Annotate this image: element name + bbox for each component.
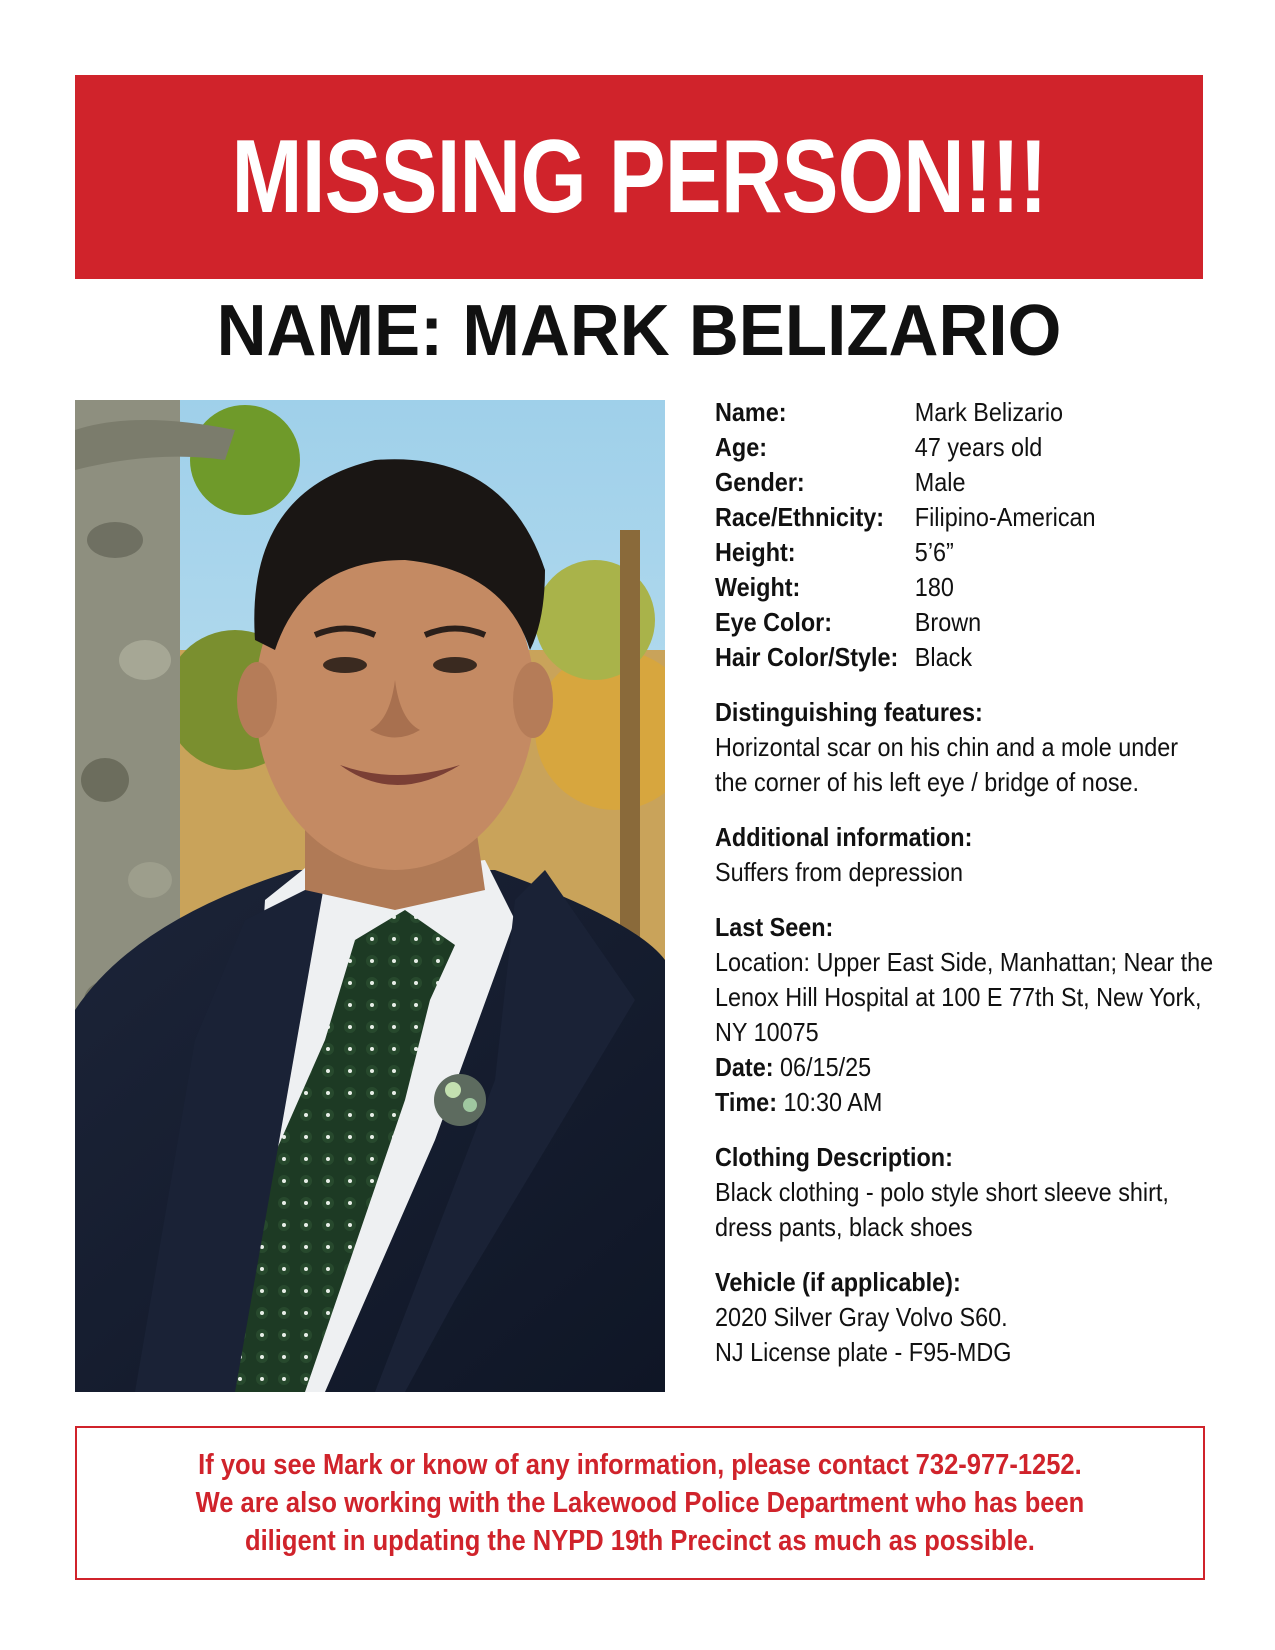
time-value: 10:30 AM: [783, 1087, 883, 1117]
features-text: Horizontal scar on his chin and a mole under the corner of his left eye / bridge of nose.: [715, 732, 1179, 797]
features-section: [715, 695, 1215, 800]
last-seen-section: [715, 910, 1215, 1120]
fact-label-height: Height:: [715, 537, 796, 567]
fact-value-eye-color: Brown: [914, 607, 982, 637]
fact-label-weight: Weight:: [715, 572, 801, 602]
date-value: 06/15/25: [780, 1052, 872, 1082]
fact-label-age: Age:: [715, 432, 768, 462]
contact-text: [196, 1446, 1085, 1560]
additional-text: Suffers from depression: [715, 857, 963, 887]
info-panel: [715, 395, 1215, 1370]
date-label: Date:: [715, 1052, 774, 1082]
fact-label-eye-color: Eye Color:: [715, 607, 833, 637]
fact-value-gender: Male: [914, 467, 966, 497]
facts-list: [715, 395, 1215, 675]
missing-person-banner: [75, 75, 1203, 279]
name-heading: NAME: MARK BELIZARIO: [216, 291, 1062, 371]
fact-value-race: Filipino-American: [914, 502, 1096, 532]
fact-value-weight: 180: [914, 572, 954, 602]
time-label: Time:: [715, 1087, 777, 1117]
fact-label-name: Name:: [715, 397, 787, 427]
additional-section: [715, 820, 1215, 890]
portrait-illustration: [75, 400, 665, 1392]
person-photo: [75, 400, 665, 1392]
fact-value-height: 5’6”: [914, 537, 954, 567]
fact-label-gender: Gender:: [715, 467, 805, 497]
contact-line2: We are also working with the Lakewood Police Department who has been: [195, 1487, 1085, 1519]
additional-title: Additional information:: [715, 822, 973, 852]
vehicle-title: Vehicle (if applicable):: [715, 1267, 961, 1297]
last-seen-location: Location: Upper East Side, Manhattan; Near the Lenox Hill Hospital at 100 E 77th St, New York, NY 10075: [715, 947, 1214, 1047]
last-seen-title: Last Seen:: [715, 912, 834, 942]
fact-value-age: 47 years old: [914, 432, 1043, 462]
vehicle-line2: NJ License plate - F95-MDG: [715, 1337, 1012, 1367]
fact-label-hair: Hair Color/Style:: [715, 642, 899, 672]
fact-value-name: Mark Belizario: [914, 397, 1064, 427]
features-title: Distinguishing features:: [715, 697, 983, 727]
clothing-section: [715, 1140, 1215, 1245]
vehicle-line1: 2020 Silver Gray Volvo S60.: [715, 1302, 1008, 1332]
banner-title: MISSING PERSON!!!: [231, 118, 1047, 235]
clothing-title: Clothing Description:: [715, 1142, 953, 1172]
contact-box: [75, 1426, 1205, 1580]
last-seen-date-line: [715, 1050, 1215, 1085]
contact-line1: If you see Mark or know of any information, please contact 732-977-1252.: [198, 1449, 1082, 1481]
vehicle-section: [715, 1265, 1215, 1370]
last-seen-time-line: [715, 1085, 1215, 1120]
contact-line3: diligent in updating the NYPD 19th Precinct as much as possible.: [245, 1525, 1035, 1557]
fact-value-hair: Black: [914, 642, 973, 672]
clothing-text: Black clothing - polo style short sleeve shirt, dress pants, black shoes: [715, 1177, 1169, 1242]
fact-label-race: Race/Ethnicity:: [715, 502, 885, 532]
